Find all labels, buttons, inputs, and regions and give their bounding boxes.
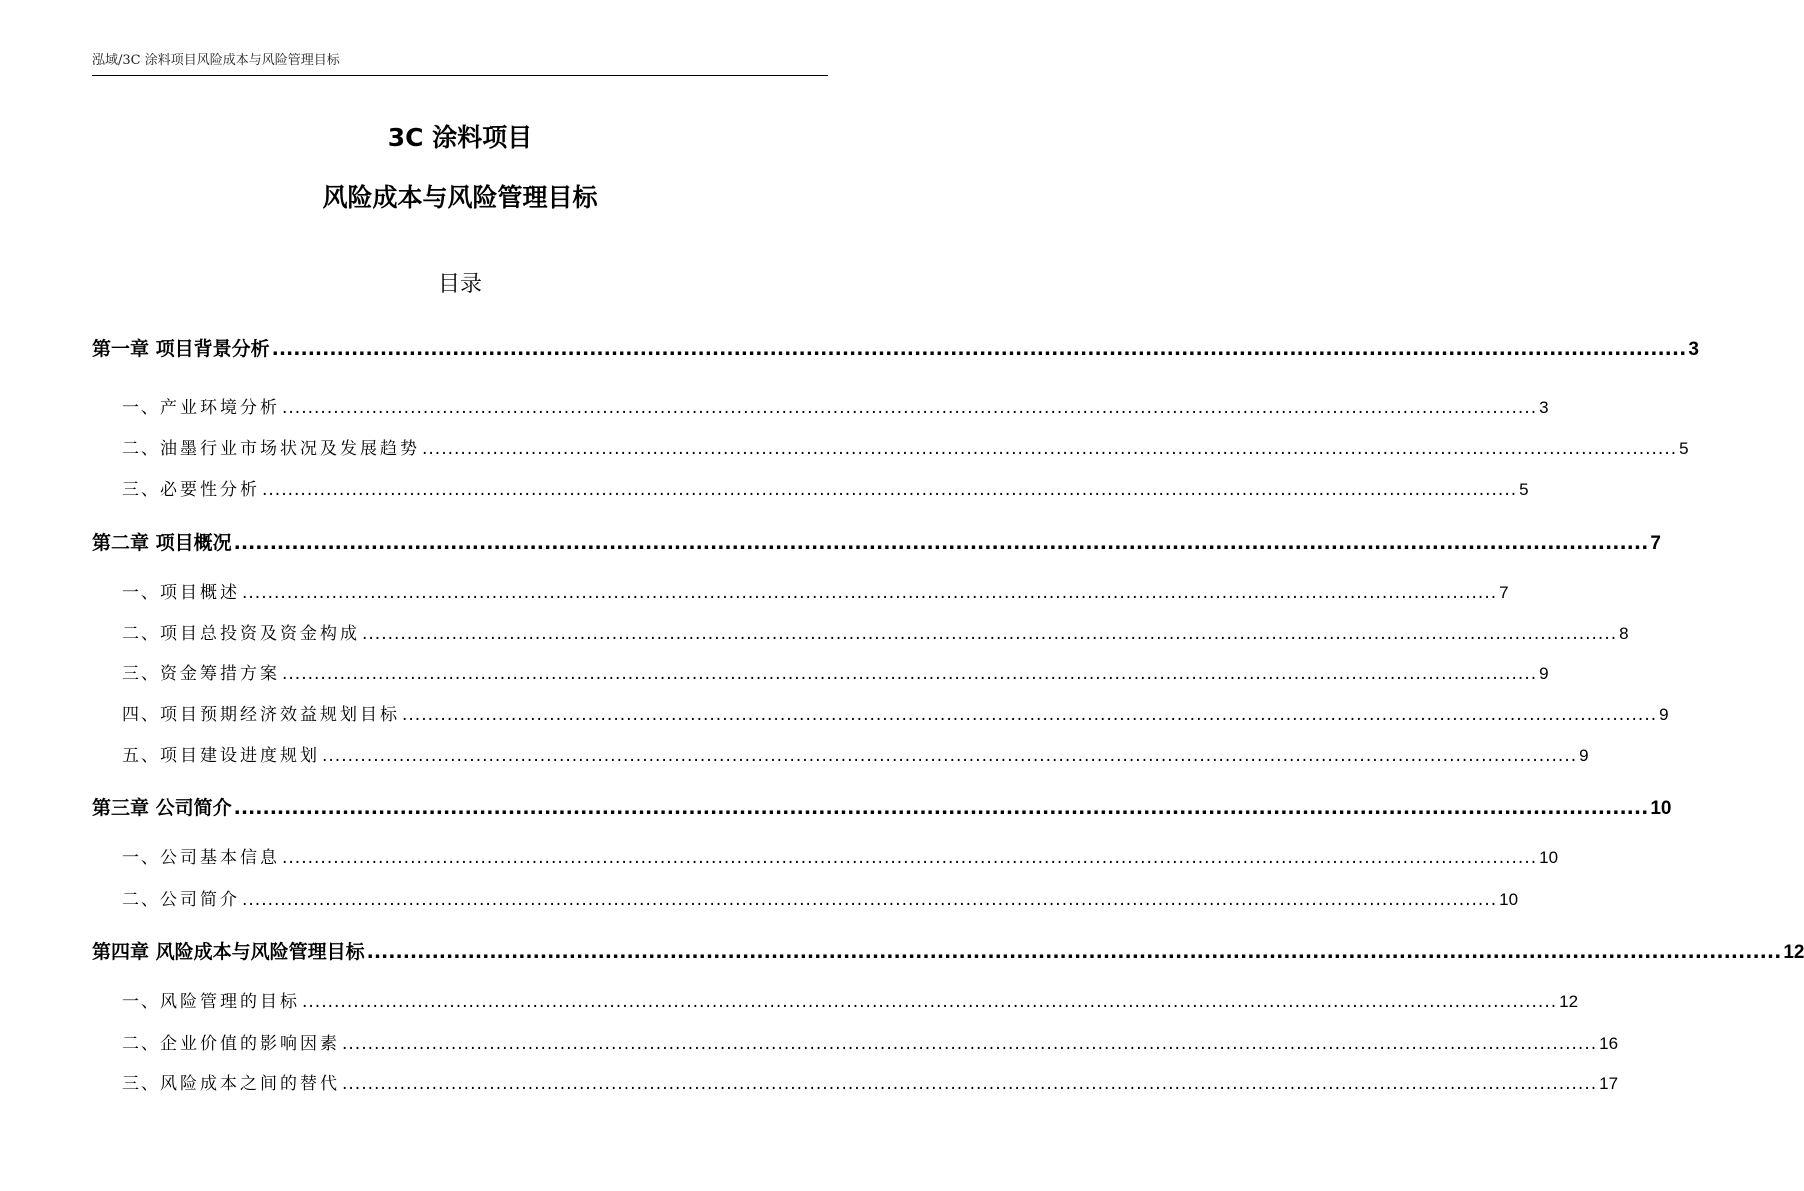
toc-section-2-5[interactable] — [92, 744, 1589, 768]
toc-entry-label: 公司简介 — [160, 890, 240, 910]
toc-heading: 目录 — [437, 272, 482, 297]
toc-entry-number: 五、 — [122, 746, 160, 766]
toc-chapter-2[interactable] — [92, 530, 1661, 557]
toc-entry-label: 第四章 风险成本与风险管理目标 — [92, 941, 365, 963]
toc-entry-label: 项目概述 — [160, 583, 240, 603]
toc-leader-dots: .................................................................................................................................................................................................... — [342, 1074, 1598, 1094]
toc-entry-label: 项目预期经济效益规划目标 — [160, 705, 400, 725]
toc-section-3-2[interactable] — [92, 888, 1519, 912]
document-title: 3C 涂料项目 — [387, 123, 533, 152]
toc-page-number: 7 — [1499, 583, 1509, 602]
toc-leader-dots: .................................................................................................................................................................................................... — [271, 338, 1687, 360]
toc-entry-label: 必要性分析 — [160, 480, 260, 500]
toc-entry-number: 二、 — [122, 624, 160, 644]
toc-section-4-3[interactable] — [92, 1072, 1619, 1096]
toc-page-number: 9 — [1579, 746, 1589, 765]
toc-entry-number: 二、 — [122, 1034, 160, 1054]
toc-leader-dots: .................................................................................................................................................................................................... — [366, 941, 1782, 963]
toc-entry-label: 第一章 项目背景分析 — [92, 338, 270, 360]
toc-entry-number: 一、 — [122, 848, 160, 868]
toc-entry-number: 三、 — [122, 664, 160, 684]
toc-entry-label: 企业价值的影响因素 — [160, 1034, 340, 1054]
toc-entry-label: 风险管理的目标 — [160, 992, 300, 1012]
toc-entry-number: 二、 — [122, 890, 160, 910]
toc-page-number: 10 — [1499, 890, 1519, 909]
toc-leader-dots: .................................................................................................................................................................................................... — [282, 398, 1538, 418]
toc-page-number: 16 — [1599, 1034, 1619, 1053]
toc-section-1-2[interactable] — [92, 437, 1689, 461]
toc-leader-dots: .................................................................................................................................................................................................... — [242, 890, 1498, 910]
toc-leader-dots: .................................................................................................................................................................................................... — [233, 797, 1649, 819]
toc-leader-dots: .................................................................................................................................................................................................... — [402, 705, 1658, 725]
toc-section-4-1[interactable] — [92, 990, 1579, 1014]
toc-entry-number: 四、 — [122, 705, 160, 725]
toc-section-2-4[interactable] — [92, 703, 1669, 727]
toc-leader-dots: .................................................................................................................................................................................................... — [262, 480, 1518, 500]
toc-entry-label: 油墨行业市场状况及发展趋势 — [160, 439, 420, 459]
toc-entry-number: 一、 — [122, 583, 160, 603]
toc-leader-dots: .................................................................................................................................................................................................... — [302, 992, 1558, 1012]
toc-page-number: 12 — [1559, 992, 1579, 1011]
toc-entry-number: 三、 — [122, 480, 160, 500]
toc-leader-dots: .................................................................................................................................................................................................... — [242, 583, 1498, 603]
document-subtitle: 风险成本与风险管理目标 — [322, 183, 598, 212]
toc-page-number: 3 — [1539, 398, 1549, 417]
toc-page-number: 5 — [1679, 439, 1689, 458]
toc-leader-dots: .................................................................................................................................................................................................... — [233, 532, 1649, 554]
toc-page-number: 3 — [1688, 339, 1699, 360]
toc-entry-number: 二、 — [122, 439, 160, 459]
toc-entry-label: 风险成本之间的替代 — [160, 1074, 340, 1094]
toc-page-number: 9 — [1539, 664, 1549, 683]
toc-page-number: 8 — [1619, 624, 1629, 643]
toc-page-number: 12 — [1783, 942, 1804, 963]
toc-entry-number: 三、 — [122, 1074, 160, 1094]
toc-entry-label: 资金筹措方案 — [160, 664, 280, 684]
toc-leader-dots: .................................................................................................................................................................................................... — [282, 664, 1538, 684]
toc-section-4-2[interactable] — [92, 1032, 1619, 1056]
toc-entry-label: 公司基本信息 — [160, 848, 280, 868]
toc-page-number: 5 — [1519, 480, 1529, 499]
toc-section-2-3[interactable] — [92, 662, 1549, 686]
toc-leader-dots: .................................................................................................................................................................................................... — [422, 439, 1678, 459]
toc-page-number: 7 — [1650, 533, 1661, 554]
toc-entry-number: 一、 — [122, 992, 160, 1012]
running-header: 泓域/3C 涂料项目风险成本与风险管理目标 — [92, 53, 340, 68]
toc-page-number: 9 — [1659, 705, 1669, 724]
toc-section-2-1[interactable] — [92, 581, 1509, 605]
toc-section-3-1[interactable] — [92, 846, 1559, 870]
toc-section-1-3[interactable] — [92, 478, 1529, 502]
toc-page-number: 17 — [1599, 1074, 1619, 1093]
toc-page-number: 10 — [1650, 798, 1672, 819]
toc-leader-dots: .................................................................................................................................................................................................... — [362, 624, 1618, 644]
toc-section-1-1[interactable] — [92, 396, 1549, 420]
toc-leader-dots: .................................................................................................................................................................................................... — [282, 848, 1538, 868]
toc-leader-dots: .................................................................................................................................................................................................... — [342, 1034, 1598, 1054]
toc-entry-label: 项目总投资及资金构成 — [160, 624, 360, 644]
table-of-contents — [92, 0, 1804, 1191]
toc-section-2-2[interactable] — [92, 622, 1629, 646]
toc-chapter-4[interactable] — [92, 939, 1804, 966]
toc-leader-dots: .................................................................................................................................................................................................... — [322, 746, 1578, 766]
toc-entry-label: 产业环境分析 — [160, 398, 280, 418]
toc-chapter-3[interactable] — [92, 795, 1672, 822]
toc-entry-label: 第三章 公司简介 — [92, 797, 232, 819]
toc-entry-label: 第二章 项目概况 — [92, 532, 232, 554]
toc-entry-label: 项目建设进度规划 — [160, 746, 320, 766]
toc-page-number: 10 — [1539, 848, 1559, 867]
toc-chapter-1[interactable] — [92, 336, 1699, 363]
toc-entry-number: 一、 — [122, 398, 160, 418]
